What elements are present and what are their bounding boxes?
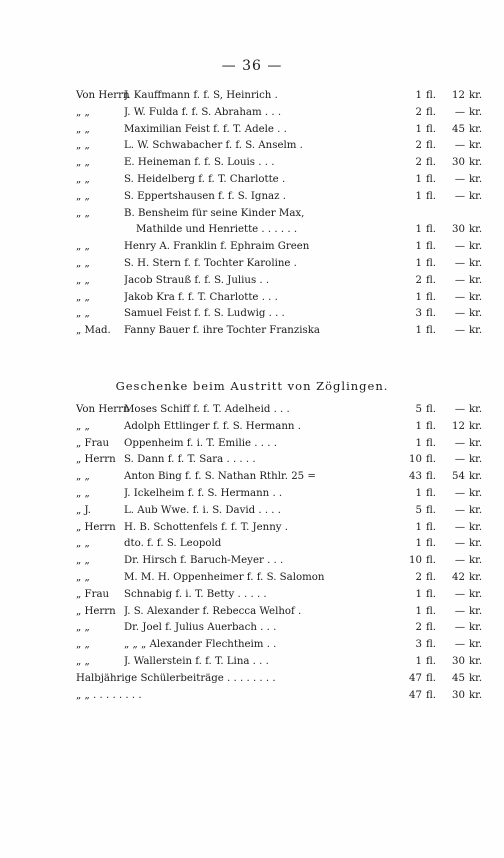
amount-gulden: 5 bbox=[415, 504, 422, 516]
unit-gulden: fl. bbox=[426, 622, 437, 634]
unit-kreuzer: kr. bbox=[469, 605, 483, 617]
entry-donor: Adolph Ettlinger f. f. S. Hermann . bbox=[124, 420, 301, 432]
entry-donor: J. S. Alexander f. Rebecca Welhof . bbox=[124, 605, 302, 617]
entry-row bbox=[0, 155, 504, 172]
unit-gulden: fl. bbox=[426, 291, 437, 303]
entry-prefix: „ „ bbox=[76, 241, 90, 253]
unit-gulden: fl. bbox=[426, 538, 437, 550]
entry-donor: B. Bensheim für seine Kinder Max, bbox=[124, 207, 305, 219]
amount-gulden: 1 bbox=[415, 257, 422, 269]
amount-gulden: 1 bbox=[415, 588, 422, 600]
amount-gulden: 1 bbox=[415, 224, 422, 236]
entry-donor: L. Aub Wwe. f. i. S. David . . . . bbox=[124, 504, 282, 516]
amount-kreuzer: 42 bbox=[452, 571, 465, 583]
entry-row bbox=[0, 88, 504, 105]
unit-kreuzer: kr. bbox=[469, 487, 483, 499]
amount-kreuzer: — bbox=[454, 605, 465, 617]
amount-gulden: 1 bbox=[415, 605, 422, 617]
entry-row bbox=[0, 452, 504, 469]
entry-prefix: Von Herrn bbox=[76, 90, 130, 101]
unit-gulden: fl. bbox=[426, 190, 437, 202]
unit-gulden: fl. bbox=[426, 241, 437, 253]
unit-gulden: fl. bbox=[426, 471, 437, 483]
unit-gulden: fl. bbox=[426, 140, 437, 152]
amount-kreuzer: 30 bbox=[452, 224, 465, 236]
entry-row bbox=[0, 469, 504, 486]
unit-kreuzer: kr. bbox=[469, 274, 483, 286]
amount-kreuzer: — bbox=[454, 521, 465, 533]
entry-row bbox=[0, 105, 504, 122]
entry-donor: Fanny Bauer f. ihre Tochter Franziska bbox=[124, 325, 320, 337]
amount-gulden: 2 bbox=[415, 622, 422, 634]
entry-donor: Moses Schiff f. f. T. Adelheid . . . bbox=[124, 404, 290, 415]
entry-prefix: „ „ bbox=[76, 157, 90, 169]
unit-gulden: fl. bbox=[426, 689, 437, 701]
amount-kreuzer: — bbox=[454, 274, 465, 286]
amount-kreuzer: — bbox=[454, 257, 465, 269]
amount-gulden: 1 bbox=[415, 521, 422, 533]
entry-donor: Oppenheim f. i. T. Emilie . . . . bbox=[124, 437, 277, 449]
amount-kreuzer: 12 bbox=[452, 420, 465, 432]
entry-donor: Samuel Feist f. f. S. Ludwig . . . bbox=[124, 308, 285, 320]
entry-prefix: „ „ bbox=[76, 123, 90, 135]
entry-prefix: „ „ bbox=[76, 622, 90, 634]
entry-row bbox=[0, 637, 504, 654]
amount-gulden: 2 bbox=[415, 571, 422, 583]
entry-row bbox=[0, 222, 504, 239]
entry-donor: dto. f. f. S. Leopold bbox=[124, 538, 222, 550]
unit-kreuzer: kr. bbox=[469, 689, 483, 701]
unit-gulden: fl. bbox=[426, 437, 437, 449]
amount-kreuzer: 30 bbox=[452, 689, 465, 701]
entry-row bbox=[0, 419, 504, 436]
entry-row bbox=[0, 654, 504, 671]
amount-kreuzer: — bbox=[454, 140, 465, 152]
unit-gulden: fl. bbox=[426, 454, 437, 466]
entry-prefix: „ Frau bbox=[76, 437, 110, 449]
amount-gulden: 47 bbox=[409, 672, 422, 684]
amount-gulden: 1 bbox=[415, 173, 422, 185]
unit-gulden: fl. bbox=[426, 106, 437, 118]
unit-kreuzer: kr. bbox=[469, 555, 483, 567]
entry-donor: Jacob Strauß f. f. S. Julius . . bbox=[124, 274, 270, 286]
amount-gulden: 1 bbox=[415, 241, 422, 253]
departure-gifts-list bbox=[0, 402, 504, 704]
entry-prefix: „ „ bbox=[76, 190, 90, 202]
amount-kreuzer: — bbox=[454, 555, 465, 567]
entry-prefix: „ Mad. bbox=[76, 325, 111, 337]
entry-row bbox=[0, 520, 504, 537]
unit-gulden: fl. bbox=[426, 555, 437, 567]
entry-row bbox=[0, 323, 504, 340]
unit-kreuzer: kr. bbox=[469, 521, 483, 533]
unit-gulden: fl. bbox=[426, 639, 437, 651]
entry-row bbox=[0, 553, 504, 570]
entry-donor: J. Ickelheim f. f. S. Hermann . . bbox=[124, 487, 283, 499]
entry-prefix: Von Herrn bbox=[76, 404, 130, 415]
unit-gulden: fl. bbox=[426, 605, 437, 617]
unit-gulden: fl. bbox=[426, 157, 437, 169]
entry-donor: Henry A. Franklin f. Ephraim Green bbox=[124, 241, 310, 253]
unit-gulden: fl. bbox=[426, 274, 437, 286]
entry-prefix: „ „ bbox=[76, 140, 90, 152]
entry-prefix: „ „ bbox=[76, 173, 90, 185]
amount-gulden: 43 bbox=[409, 471, 422, 483]
entry-prefix: „ „ bbox=[76, 487, 90, 499]
entry-donor: Anton Bing f. f. S. Nathan Rthlr. 25 = bbox=[124, 471, 316, 483]
entry-row bbox=[0, 620, 504, 637]
entry-donor: J. W. Fulda f. f. S. Abraham . . . bbox=[124, 106, 282, 118]
unit-kreuzer: kr. bbox=[469, 90, 483, 101]
unit-kreuzer: kr. bbox=[469, 622, 483, 634]
entry-row bbox=[0, 604, 504, 621]
entry-prefix: „ „ bbox=[76, 420, 90, 432]
amount-kreuzer: — bbox=[454, 404, 465, 415]
unit-kreuzer: kr. bbox=[469, 655, 483, 667]
entry-row bbox=[0, 536, 504, 553]
entry-row bbox=[0, 172, 504, 189]
entry-donor: Jakob Kra f. f. T. Charlotte . . . bbox=[124, 291, 278, 303]
unit-kreuzer: kr. bbox=[469, 224, 483, 236]
unit-gulden: fl. bbox=[426, 672, 437, 684]
unit-kreuzer: kr. bbox=[469, 672, 483, 684]
unit-gulden: fl. bbox=[426, 504, 437, 516]
entry-prefix: „ „ bbox=[76, 106, 90, 118]
entry-prefix: „ Herrn bbox=[76, 454, 116, 466]
amount-kreuzer: — bbox=[454, 622, 465, 634]
entry-prefix: „ „ bbox=[76, 571, 90, 583]
unit-kreuzer: kr. bbox=[469, 106, 483, 118]
amount-kreuzer: — bbox=[454, 106, 465, 118]
unit-gulden: fl. bbox=[426, 224, 437, 236]
entry-donor: Schnabig f. i. T. Betty . . . . . bbox=[124, 588, 267, 600]
page-number: — 36 — bbox=[221, 58, 283, 74]
amount-gulden: 2 bbox=[415, 274, 422, 286]
unit-gulden: fl. bbox=[426, 308, 437, 320]
unit-kreuzer: kr. bbox=[469, 454, 483, 466]
amount-gulden: 5 bbox=[415, 404, 422, 415]
entry-prefix: „ „ bbox=[76, 655, 90, 667]
amount-gulden: 1 bbox=[415, 123, 422, 135]
amount-kreuzer: — bbox=[454, 325, 465, 337]
unit-gulden: fl. bbox=[426, 325, 437, 337]
entry-prefix: „ „ bbox=[76, 291, 90, 303]
entry-row bbox=[0, 138, 504, 155]
amount-kreuzer: — bbox=[454, 504, 465, 516]
amount-gulden: 10 bbox=[409, 555, 422, 567]
amount-kreuzer: — bbox=[454, 308, 465, 320]
unit-kreuzer: kr. bbox=[469, 157, 483, 169]
entry-row bbox=[0, 671, 504, 688]
entry-donor: J. Kauffmann f. f. S, Heinrich . bbox=[124, 90, 278, 101]
amount-kreuzer: 30 bbox=[452, 157, 465, 169]
entry-row bbox=[0, 306, 504, 323]
amount-gulden: 1 bbox=[415, 538, 422, 550]
amount-gulden: 47 bbox=[409, 689, 422, 701]
entry-donor: H. B. Schottenfels f. f. T. Jenny . bbox=[124, 521, 289, 533]
amount-kreuzer: — bbox=[454, 487, 465, 499]
unit-kreuzer: kr. bbox=[469, 308, 483, 320]
unit-gulden: fl. bbox=[426, 404, 437, 415]
amount-gulden: 3 bbox=[415, 639, 422, 651]
amount-gulden: 1 bbox=[415, 655, 422, 667]
entry-prefix: „ „ bbox=[76, 274, 90, 286]
entry-donor: Mathilde und Henriette . . . . . . bbox=[136, 224, 298, 236]
entry-prefix: „ Herrn bbox=[76, 605, 116, 617]
unit-kreuzer: kr. bbox=[469, 241, 483, 253]
entry-donor: Dr. Joel f. Julius Auerbach . . . bbox=[124, 622, 277, 634]
amount-gulden: 2 bbox=[415, 157, 422, 169]
entry-row bbox=[0, 688, 504, 705]
entry-row bbox=[0, 436, 504, 453]
entry-donor: L. W. Schwabacher f. f. S. Anselm . bbox=[124, 140, 303, 152]
amount-gulden: 2 bbox=[415, 106, 422, 118]
unit-gulden: fl. bbox=[426, 655, 437, 667]
entry-donor: M. M. H. Oppenheimer f. f. S. Salomon bbox=[124, 571, 325, 583]
entry-prefix: „ „ bbox=[76, 471, 90, 483]
unit-kreuzer: kr. bbox=[469, 437, 483, 449]
entry-row bbox=[0, 189, 504, 206]
amount-kreuzer: 45 bbox=[452, 123, 465, 135]
entry-row bbox=[0, 587, 504, 604]
entry-row bbox=[0, 503, 504, 520]
unit-kreuzer: kr. bbox=[469, 639, 483, 651]
entry-prefix: „ „ bbox=[76, 555, 90, 567]
entry-prefix: „ Frau bbox=[76, 588, 110, 600]
amount-gulden: 1 bbox=[415, 487, 422, 499]
amount-kreuzer: 12 bbox=[452, 90, 465, 101]
unit-kreuzer: kr. bbox=[469, 123, 483, 135]
unit-kreuzer: kr. bbox=[469, 325, 483, 337]
entry-prefix: „ „ bbox=[76, 257, 90, 269]
unit-kreuzer: kr. bbox=[469, 588, 483, 600]
section-title: Geschenke beim Austritt von Zöglingen. bbox=[115, 379, 389, 393]
entry-donor: Dr. Hirsch f. Baruch-Meyer . . . bbox=[124, 555, 284, 567]
unit-kreuzer: kr. bbox=[469, 471, 483, 483]
entry-donor: S. Heidelberg f. f. T. Charlotte . bbox=[124, 173, 286, 185]
unit-gulden: fl. bbox=[426, 588, 437, 600]
unit-gulden: fl. bbox=[426, 521, 437, 533]
unit-gulden: fl. bbox=[426, 257, 437, 269]
amount-kreuzer: 45 bbox=[452, 672, 465, 684]
entry-donor: J. Wallerstein f. f. T. Lina . . . bbox=[124, 655, 269, 667]
entry-prefix: Halbjährige Schülerbeiträge . . . . . . . . bbox=[76, 672, 276, 684]
unit-kreuzer: kr. bbox=[469, 190, 483, 202]
amount-kreuzer: — bbox=[454, 173, 465, 185]
amount-gulden: 1 bbox=[415, 325, 422, 337]
amount-kreuzer: — bbox=[454, 588, 465, 600]
unit-gulden: fl. bbox=[426, 173, 437, 185]
amount-kreuzer: — bbox=[454, 538, 465, 550]
entry-prefix: „ Herrn bbox=[76, 521, 116, 533]
unit-gulden: fl. bbox=[426, 487, 437, 499]
unit-kreuzer: kr. bbox=[469, 571, 483, 583]
entry-donor: E. Heineman f. f. S. Louis . . . bbox=[124, 157, 275, 169]
unit-kreuzer: kr. bbox=[469, 504, 483, 516]
amount-gulden: 1 bbox=[415, 437, 422, 449]
unit-kreuzer: kr. bbox=[469, 140, 483, 152]
entry-row bbox=[0, 290, 504, 307]
entry-donor: Maximilian Feist f. f. T. Adele . . bbox=[124, 123, 287, 135]
entry-prefix: „ J. bbox=[76, 504, 92, 516]
amount-kreuzer: — bbox=[454, 241, 465, 253]
amount-gulden: 2 bbox=[415, 140, 422, 152]
amount-gulden: 10 bbox=[409, 454, 422, 466]
unit-gulden: fl. bbox=[426, 90, 437, 101]
unit-kreuzer: kr. bbox=[469, 257, 483, 269]
entry-row bbox=[0, 122, 504, 139]
amount-gulden: 1 bbox=[415, 90, 422, 101]
unit-kreuzer: kr. bbox=[469, 291, 483, 303]
entry-row bbox=[0, 206, 504, 223]
amount-kreuzer: 54 bbox=[452, 471, 465, 483]
entry-prefix: „ „ bbox=[76, 207, 90, 219]
entry-donor: „ „ „ Alexander Flechtheim . . bbox=[124, 639, 277, 651]
entry-donor: S. H. Stern f. f. Tochter Karoline . bbox=[124, 257, 297, 269]
entry-row bbox=[0, 570, 504, 587]
unit-kreuzer: kr. bbox=[469, 404, 483, 415]
entry-prefix: „ „ bbox=[76, 308, 90, 320]
amount-kreuzer: 30 bbox=[452, 655, 465, 667]
amount-kreuzer: — bbox=[454, 454, 465, 466]
amount-gulden: 1 bbox=[415, 190, 422, 202]
amount-gulden: 1 bbox=[415, 420, 422, 432]
entry-donor: S. Dann f. f. T. Sara . . . . . bbox=[124, 454, 256, 466]
unit-gulden: fl. bbox=[426, 571, 437, 583]
unit-kreuzer: kr. bbox=[469, 420, 483, 432]
amount-kreuzer: — bbox=[454, 639, 465, 651]
unit-gulden: fl. bbox=[426, 123, 437, 135]
entry-row bbox=[0, 256, 504, 273]
amount-kreuzer: — bbox=[454, 291, 465, 303]
entry-row bbox=[0, 402, 504, 419]
entry-prefix: „ „ . . . . . . . . bbox=[76, 689, 142, 701]
unit-kreuzer: kr. bbox=[469, 173, 483, 185]
unit-gulden: fl. bbox=[426, 420, 437, 432]
amount-gulden: 1 bbox=[415, 291, 422, 303]
entry-prefix: „ „ bbox=[76, 538, 90, 550]
entry-prefix: „ „ bbox=[76, 639, 90, 651]
amount-gulden: 3 bbox=[415, 308, 422, 320]
unit-kreuzer: kr. bbox=[469, 538, 483, 550]
donations-list bbox=[0, 88, 504, 340]
entry-donor: S. Eppertshausen f. f. S. Ignaz . bbox=[124, 190, 286, 202]
entry-row bbox=[0, 239, 504, 256]
entry-row bbox=[0, 273, 504, 290]
amount-kreuzer: — bbox=[454, 437, 465, 449]
amount-kreuzer: — bbox=[454, 190, 465, 202]
entry-row bbox=[0, 486, 504, 503]
